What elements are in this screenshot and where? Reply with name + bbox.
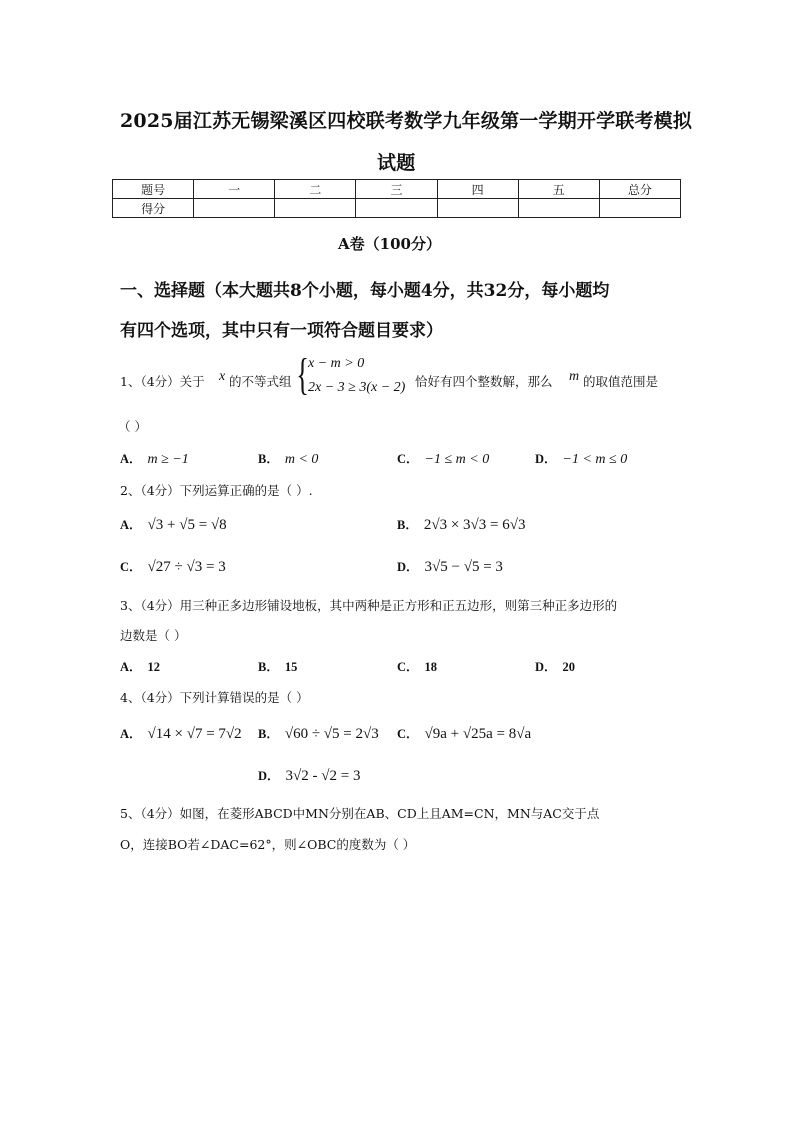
q1-suffix: 恰好有四个整数解，那么 bbox=[415, 374, 553, 389]
page-title-line2: 试题 bbox=[377, 152, 416, 174]
option-label: B． bbox=[258, 727, 279, 741]
option-text: −1 < m ≤ 0 bbox=[562, 452, 628, 467]
option-text: 15 bbox=[284, 660, 298, 674]
option-text: 18 bbox=[424, 660, 438, 674]
q2-option-d[interactable] bbox=[397, 557, 503, 576]
q1-option-a[interactable] bbox=[120, 449, 189, 468]
option-label: B． bbox=[258, 660, 279, 674]
q1-prefix: 1、（4分）关于 bbox=[120, 374, 205, 389]
option-label: C． bbox=[397, 452, 419, 466]
score-header-cell: 题号 bbox=[113, 180, 194, 199]
part1-heading-line1: 一、选择题（本大题共8个小题，每小题4分，共32分，每小题均 bbox=[120, 281, 610, 301]
score-header-cell: 一 bbox=[194, 180, 275, 199]
q4-option-d[interactable] bbox=[258, 766, 360, 785]
q1-var-x: x bbox=[219, 369, 226, 384]
q4-option-c[interactable] bbox=[397, 724, 531, 743]
option-text: 3√2 - √2 = 3 bbox=[285, 768, 361, 784]
option-label: A． bbox=[120, 727, 142, 741]
q1-option-d[interactable] bbox=[535, 449, 627, 468]
q1-end: 的取值范围是 bbox=[583, 374, 659, 389]
option-text: √14 × √7 = 7√2 bbox=[147, 726, 242, 742]
score-header-cell: 总分 bbox=[599, 180, 680, 199]
option-text: 2√3 × 3√3 = 6√3 bbox=[423, 517, 526, 533]
score-cell bbox=[356, 199, 437, 218]
q4-stem: 4、（4分）下列计算错误的是（ ） bbox=[120, 690, 309, 705]
q3-stem-line2: 边数是（ ） bbox=[120, 628, 187, 643]
q1-system-line1: x − m > 0 bbox=[308, 356, 365, 371]
q1-mid: 的不等式组 bbox=[229, 374, 292, 389]
score-cell bbox=[518, 199, 599, 218]
q1-brace: { bbox=[296, 350, 309, 399]
q3-stem-line1: 3、（4分）用三种正多边形铺设地板，其中两种是正方形和正五边形，则第三种正多边形的 bbox=[120, 598, 618, 613]
score-header-cell: 三 bbox=[356, 180, 437, 199]
score-cell bbox=[599, 199, 680, 218]
option-label: A． bbox=[120, 518, 142, 532]
score-table-score-row bbox=[113, 199, 681, 218]
option-label: C． bbox=[397, 660, 419, 674]
q1-option-c[interactable] bbox=[397, 449, 489, 468]
option-text: √60 ÷ √5 = 2√3 bbox=[284, 726, 379, 742]
option-label: D． bbox=[535, 660, 557, 674]
score-header-cell: 二 bbox=[275, 180, 356, 199]
part1-heading-line2: 有四个选项，其中只有一项符合题目要求） bbox=[120, 321, 443, 341]
option-label: A． bbox=[120, 660, 142, 674]
section-a-heading: A卷（100分） bbox=[338, 235, 441, 253]
option-label: A． bbox=[120, 452, 142, 466]
q2-option-c[interactable] bbox=[120, 557, 226, 576]
option-text: √9a + √25a = 8√a bbox=[424, 726, 532, 742]
score-cell bbox=[275, 199, 356, 218]
score-header-cell: 四 bbox=[437, 180, 518, 199]
q3-option-b[interactable] bbox=[258, 657, 303, 675]
option-label: C． bbox=[120, 560, 142, 574]
q2-option-a[interactable] bbox=[120, 515, 227, 534]
q2-option-b[interactable] bbox=[397, 515, 525, 534]
option-label: C． bbox=[397, 727, 419, 741]
score-row-label: 得分 bbox=[113, 199, 194, 218]
q5-stem-line2: O，连接BO若∠DAC=62°，则∠OBC的度数为（ ） bbox=[120, 837, 416, 852]
q1-system-line2: 2x − 3 ≥ 3(x − 2) bbox=[308, 380, 406, 395]
option-text: 12 bbox=[147, 660, 161, 674]
option-text: √3 + √5 = √8 bbox=[147, 517, 227, 533]
score-cell bbox=[194, 199, 275, 218]
q1-option-b[interactable] bbox=[258, 449, 318, 468]
option-text: √27 ÷ √3 = 3 bbox=[147, 559, 226, 575]
q5-stem-line1: 5、（4分）如图，在菱形ABCD中MN分别在AB、CD上且AM=CN，MN与AC交于点 bbox=[120, 806, 600, 821]
q3-option-d[interactable] bbox=[535, 657, 581, 675]
page-title-line1: 2025届江苏无锡梁溪区四校联考数学九年级第一学期开学联考模拟 bbox=[120, 110, 693, 132]
option-text: −1 ≤ m < 0 bbox=[424, 452, 490, 467]
q3-option-a[interactable] bbox=[120, 657, 166, 675]
score-table-header-row bbox=[113, 180, 681, 199]
option-label: D． bbox=[258, 769, 280, 783]
q1-var-m: m bbox=[569, 369, 580, 384]
q3-option-c[interactable] bbox=[397, 657, 443, 675]
q4-option-b[interactable] bbox=[258, 724, 379, 743]
option-text: 3√5 − √5 = 3 bbox=[424, 559, 503, 575]
score-table bbox=[112, 179, 681, 218]
option-label: B． bbox=[397, 518, 418, 532]
score-header-cell: 五 bbox=[518, 180, 599, 199]
q1-answer-paren: （ ） bbox=[118, 419, 147, 434]
option-text: m < 0 bbox=[284, 452, 319, 467]
q2-stem: 2、（4分）下列运算正确的是（ ）. bbox=[120, 483, 313, 498]
score-cell bbox=[437, 199, 518, 218]
option-text: 20 bbox=[562, 660, 576, 674]
option-label: D． bbox=[535, 452, 557, 466]
option-text: m ≥ −1 bbox=[147, 452, 189, 467]
q4-option-a[interactable] bbox=[120, 724, 242, 743]
option-label: D． bbox=[397, 560, 419, 574]
option-label: B． bbox=[258, 452, 279, 466]
